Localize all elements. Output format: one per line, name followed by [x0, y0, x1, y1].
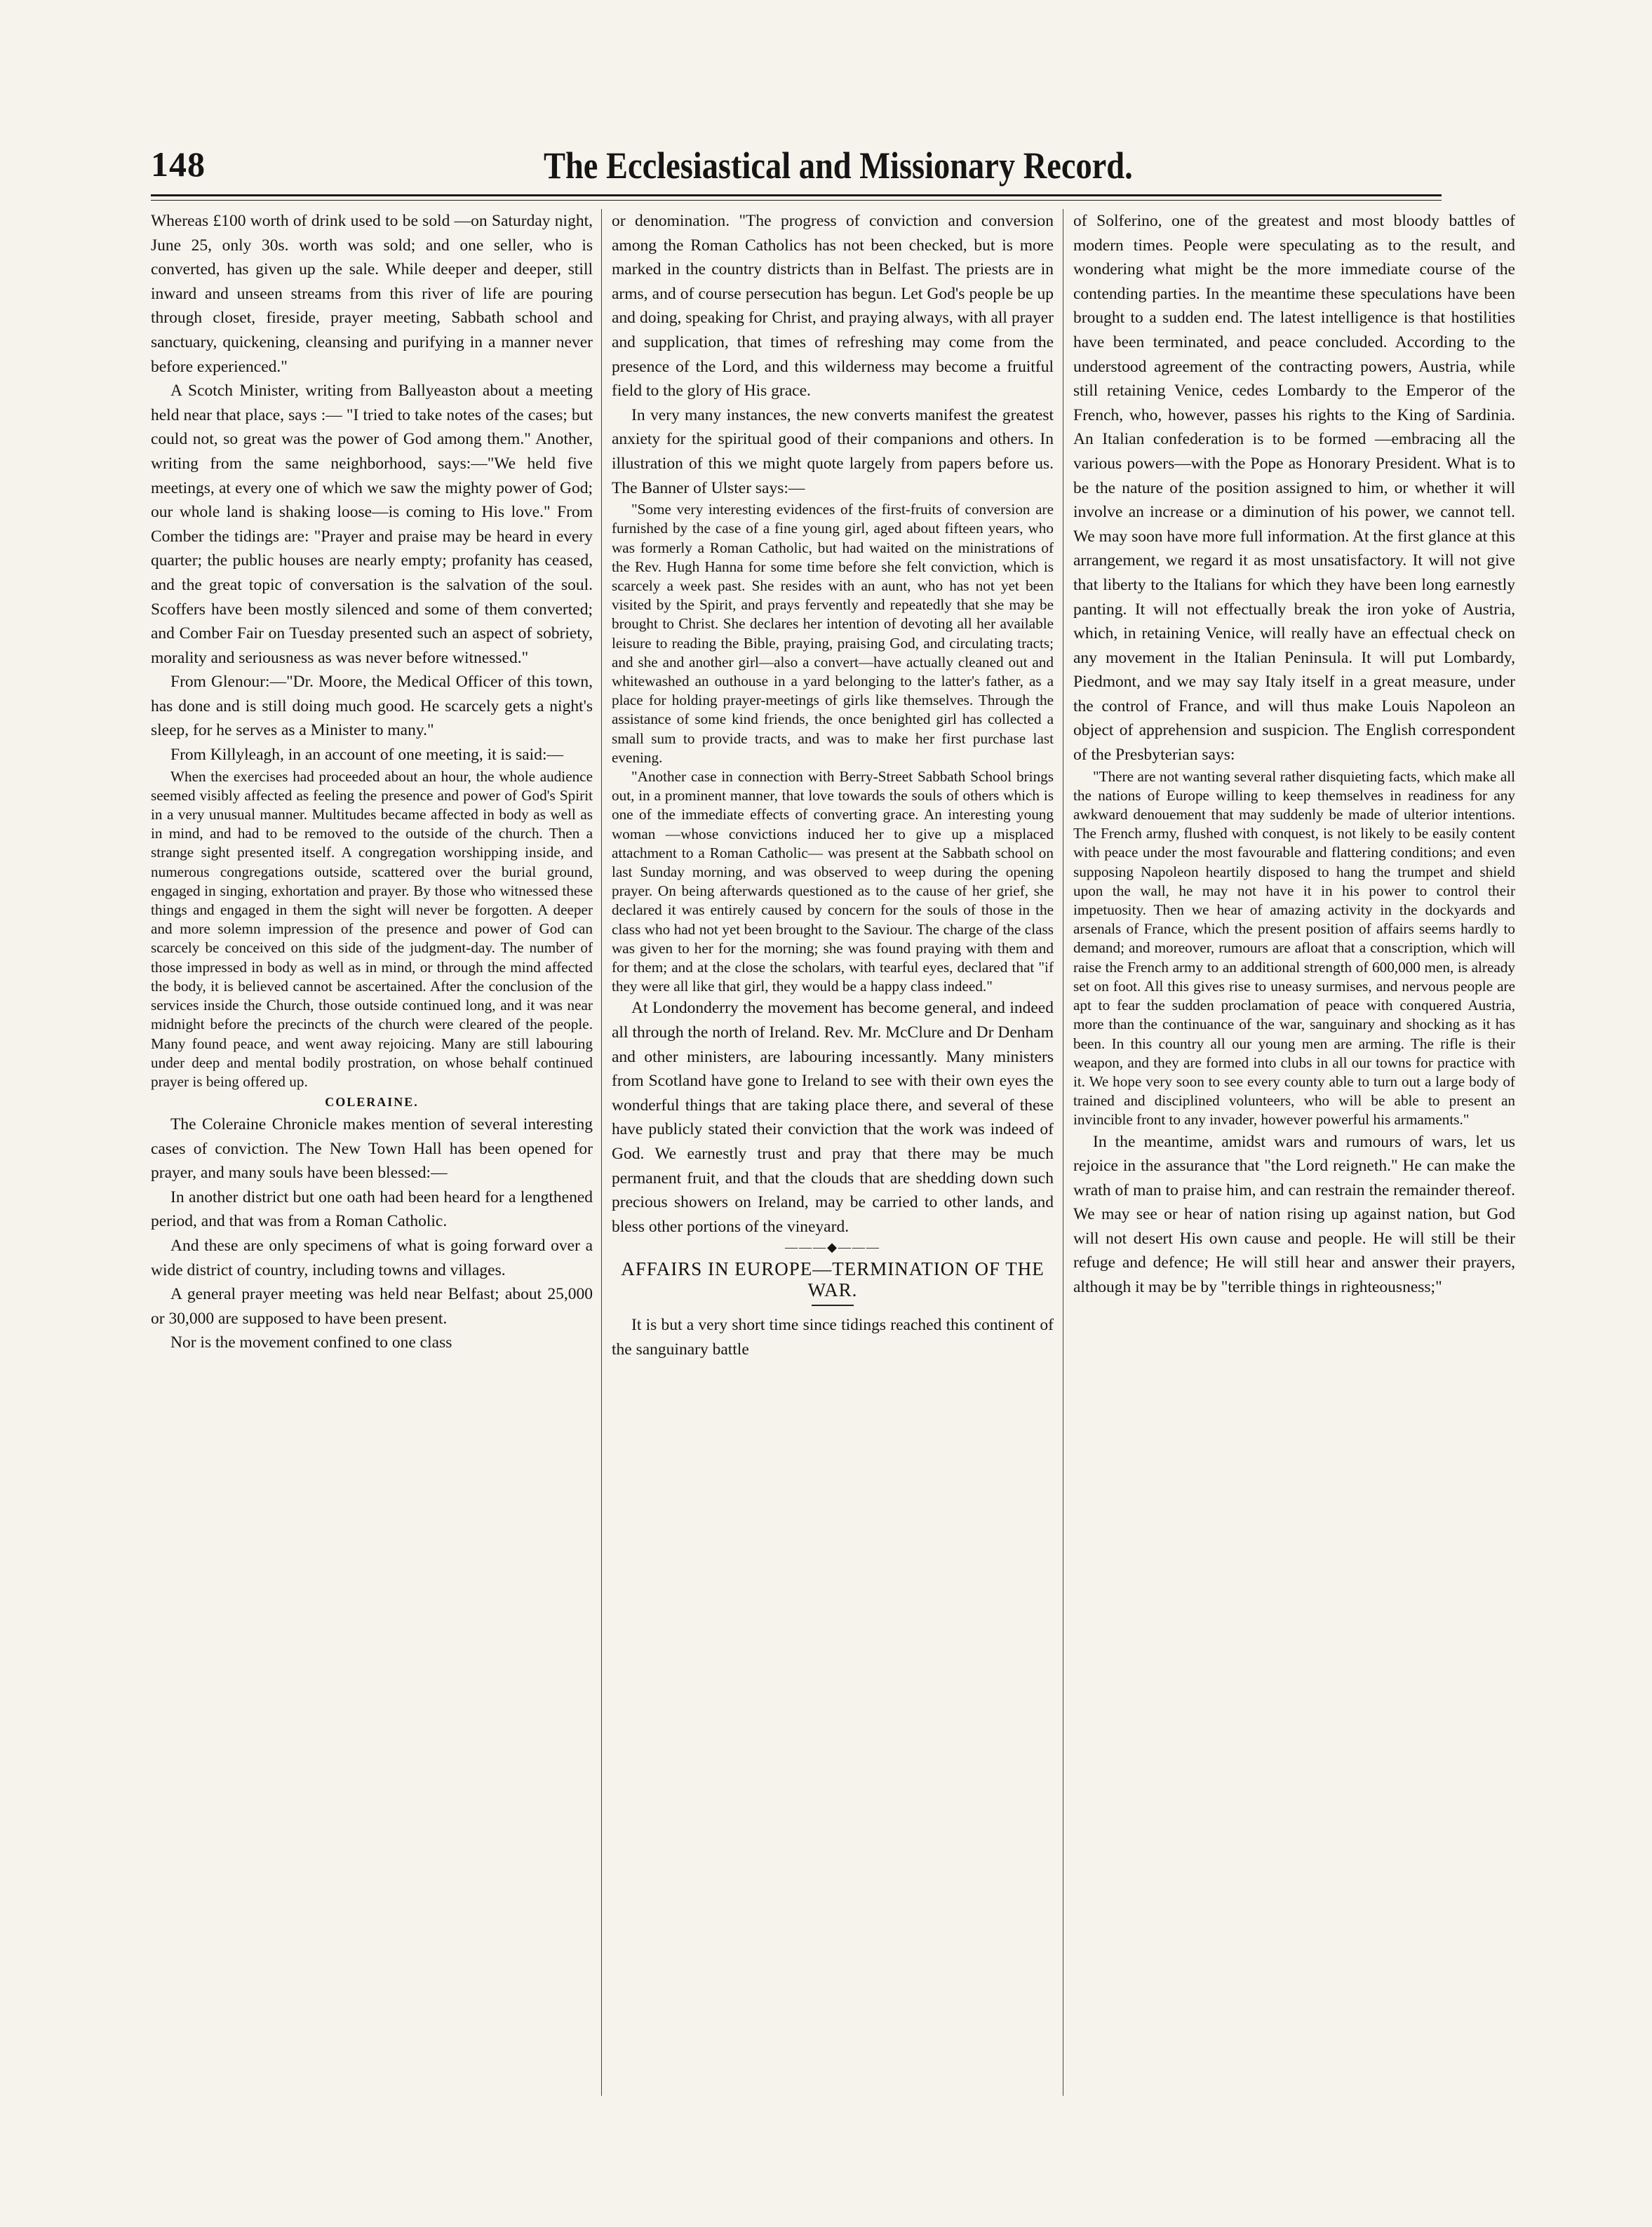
paragraph: At Londonderry the movement has become general, and indeed all through the north of Ireland. Rev. Mr. McClure and Dr Denham and other ministers, are labouring incessantly. Many ministers from Scotland have gone to Ireland to see with their own eyes the wonderful things that are taking place there, and several of these have publicly stated their conviction that the work was indeed of God. We earnestly trust and pray that there may be much permanent fruit, and that the clouds that are shedding down such precious showers on Ireland, may be carried to other lands, and bless other portions of the vineyard.	[612, 999, 1054, 1236]
paragraph: The Coleraine Chronicle makes mention of several interesting cases of conviction. The New Town Hall has been opened for prayer, and many souls have been blessed:—	[151, 1115, 593, 1183]
column-divider	[601, 209, 602, 2096]
ornamental-divider: ———◆———	[785, 1240, 880, 1255]
paragraph: of Solferino, one of the greatest and most bloody battles of modern times. People were speculating as to the result, and wondering what might be the more immediate course of the contending parties. In the meantime these speculations have been brought to a sudden end. The latest intelligence is that hostilities have been terminated, and peace concluded. According to the understood agreement of the contracting powers, Austria, while still retaining Venice, cedes Lombardy to the Emperor of the French, who, however, passes his rights to the King of Sardinia. An Italian confederation is to be formed —embracing all the various powers—with the Pope as Honorary President. What is to be the nature of the position assigned to him, or whether it will involve an increase or a diminution of his power, we cannot tell. We may soon have more full information. At the first glance at this arrangement, we regard it as most unsatisfactory. It will not give that liberty to the Italians for which they have been long earnestly panting. It will not effectually break the iron yoke of Austria, which, in retaining Venice, will really have an effectual check on any movement in the Italian Peninsula. It will put Lombardy, Piedmont, and we may say Italy itself in a great measure, under the control of France, and will thus make Louis Napoleon an object of apprehension and suspicion. The English correspondent of the Presbyterian says:	[1073, 212, 1515, 765]
paragraph: A general prayer meeting was held near Belfast; about 25,000 or 30,000 are supposed to have been present.	[151, 1285, 593, 1328]
paragraph: Whereas £100 worth of drink used to be sold —on Saturday night, June 25, only 30s. worth was sold; and one seller, who is converted, has given up the sale. While deeper and deeper, still inward and unseen streams from this river of life are pouring through closet, fireside, prayer meeting, Sabbath school and sanctuary, quickening, cleansing and purifying in a manner never before experienced."	[151, 212, 593, 376]
paragraph: In another district but one oath had been heard for a lengthened period, and that was from a Roman Catholic.	[151, 1187, 593, 1231]
quoted-paragraph: "There are not wanting several rather disquieting facts, which make all the nations of Europe willing to keep themselves in readiness for any awkward denouement that may suddenly be made of ulterior intentions. The French army, flushed with conquest, is not likely to be easily content with peace under the most favourable and flattering conditions; and even supposing Napoleon heartily disposed to hang the trumpet and shield upon the wall, he may not have it in his power to control their impetuosity. Then we hear of amazing activity in the dockyards and arsenals of France, which the present position of affairs seems hardly to demand; and moreover, rumours are afloat that a conscription, which will raise the French army to an additional strength of 600,000 men, is already set on foot. All this gives rise to uneasy surmises, and nervous people are apt to fear the sudden proclamation of peace with conquered Austria, more than the continuance of the war, sanguinary and shocking as it has been. In this country all our young men are arming. The rifle is their weapon, and they are formed into clubs in all our towns for practice with it. We hope very soon to see every county able to turn out a large body of trained and disciplined volunteers, who will be able to present an invincible front to any invader, however powerful his armaments."	[1073, 767, 1515, 1129]
paragraph: Nor is the movement confined to one class	[170, 1333, 452, 1352]
column-middle	[612, 209, 1054, 2117]
paragraph: In the meantime, amidst wars and rumours of wars, let us rejoice in the assurance that "the Lord reigneth." He can make the wrath of man to praise him, and can restrain the remainder thereof. We may see or hear of nation rising up against nation, but God will not desert His own cause and people. He will still be their refuge and defence; He will still hear and answer their prayers, although it may be by "terrible things in righteousness;"	[1073, 1132, 1515, 1297]
header-rule-thin	[151, 200, 1442, 201]
paragraph: In very many instances, the new converts manifest the greatest anxiety for the spiritual good of their companions and others. In illustration of this we might quote largely from papers before us. The Banner of Ulster says:—	[612, 405, 1054, 497]
column-left	[151, 209, 593, 2117]
paragraph: or denomination. "The progress of conviction and conversion among the Roman Catholics has not been checked, but is more marked in the country districts than in Belfast. The priests are in arms, and of course persecution has begun. Let God's people be up and doing, speaking for Christ, and praying always, with all prayer and supplication, that times of refreshing may come from the presence of the Lord, and this wilderness may become a fruitful field to the glory of His grace.	[612, 212, 1054, 401]
subheading-coleraine: COLERAINE.	[325, 1095, 419, 1110]
column-right	[1073, 209, 1515, 2117]
quoted-paragraph: When the exercises had proceeded about an hour, the whole audience seemed visibly affected as feeling the presence and power of God's Spirit in a very unusual manner. Multitudes became affected in body as well as in mind, and had to be removed to the outside of the church. Then a strange sight presented itself. A congregation worshipping inside, and numerous congregations outside, scattered over the burial ground, engaged in singing, exhortation and prayer. By those who witnessed these things and engaged in them the sight will never be forgotten. A deeper and more solemn impression of the presence and power of God can scarcely be conceived on this side of the judgment-day. The number of those impressed in body as well as in mind, or through the mind affected the body, it is believed cannot be ascertained. After the conclusion of the services inside the Church, those outside continued long, and it was near midnight before the precincts of the church were cleared of the people. Many found peace, and went away rejoicing. Many are still labouring under deep and mental bodily prostration, on whose behalf continued prayer is being offered up.	[151, 767, 593, 1090]
page-number: 148	[151, 144, 206, 184]
quoted-paragraph: "Some very interesting evidences of the first-fruits of conversion are furnished by the case of a fine young girl, aged about fifteen years, who was formerly a Roman Catholic, but had waited on the ministrations of the Rev. Hugh Hanna for some time before she felt conviction, which is scarcely a week past. She resides with an aunt, who has not yet been visited by the Spirit, and prays fervently and repeatedly that she may be brought to Christ. She declares her intention of devoting all her available leisure to reading the Bible, praying, praising God, and circulating tracts; and she and another girl—also a convert—have actually cleaned out and whitewashed an outhouse in a yard belonging to the latter's father, as a place for holding prayer-meetings of girls like themselves. Through the assistance of some kind friends, the once benighted girl has collected a small sum to provide tracts, and was to make her first purchase last evening.	[612, 501, 1054, 766]
journal-title: The Ecclesiastical and Missionary Record.	[544, 144, 1133, 187]
paragraph: And these are only specimens of what is going forward over a wide district of country, including towns and villages.	[151, 1237, 593, 1279]
short-rule	[812, 1305, 854, 1306]
paragraph: A Scotch Minister, writing from Ballyeaston about a meeting held near that place, says :— "I tried to take notes of the cases; but could not, so great was the power of God among them." Another, writing from the same neighborhood, says:—"We held five meetings, at every one of which we saw the mighty power of God; our whole land is shaking loose—is coming to His love." From Comber the tidings are: "Prayer and praise may be heard in every quarter; the public houses are nearly empty; profanity has ceased, and the great topic of conversation is the salvation of the soul. Scoffers have been mostly silenced and some of them converted; and Comber Fair on Tuesday presented such an aspect of sobriety, morality and seriousness as was never before witnessed."	[151, 382, 593, 667]
quoted-paragraph: "Another case in connection with Berry-Street Sabbath School brings out, in a prominent manner, that love towards the souls of others which is one of the immediate effects of converting grace. An interesting young woman —whose convictions induced her to give up a misplaced attachment to a Roman Catholic— was present at the Sabbath school on last Sunday morning, and was observed to weep during the opening prayer. On being afterwards questioned as to the cause of her grief, she declared it was entirely caused by concern for the souls of those in the class who had not yet been brought to the Saviour. The charge of the class was given to her for the morning; she was found praying with them and for them; and at the close the scholars, with tearful eyes, declared that "if they were all like that girl, they would be a happy class indeed."	[612, 767, 1054, 995]
header-rule-thick	[151, 194, 1442, 196]
paragraph: From Killyleagh, in an account of one meeting, it is said:—	[170, 746, 563, 765]
paragraph: It is but a very short time since tidings reached this continent of the sanguinary battle	[612, 1316, 1054, 1359]
running-head	[151, 144, 1442, 200]
paragraph: From Glenour:—"Dr. Moore, the Medical Officer of this town, has done and is still doing much good. He scarcely gets a night's sleep, for he serves as a Minister to many."	[151, 673, 593, 740]
section-title: AFFAIRS IN EUROPE—TERMINATION OF THE WAR.	[621, 1258, 1045, 1301]
